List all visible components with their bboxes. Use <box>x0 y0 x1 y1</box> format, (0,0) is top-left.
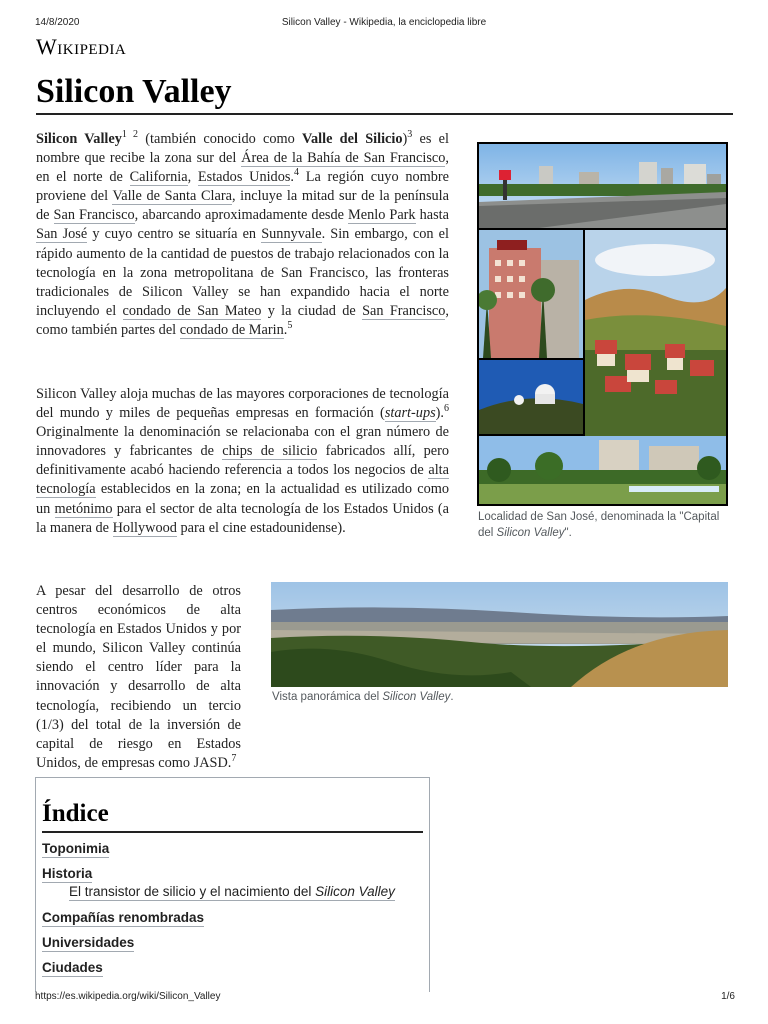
text: es el nombre que recibe la zona sur del <box>36 131 449 167</box>
text: ). <box>435 405 444 422</box>
text: , abarcando aproximadamente desde <box>134 207 349 224</box>
second-paragraph <box>36 385 449 538</box>
link-metonimo[interactable]: metónimo <box>54 500 113 517</box>
text: , en el norte de <box>36 150 449 186</box>
link-san-francisco[interactable]: San Francisco <box>362 302 446 319</box>
link-hollywood[interactable]: Hollywood <box>112 519 177 536</box>
text: y cuyo centro se situaría en <box>87 226 262 243</box>
text: para el cine estadounidense). <box>176 519 346 536</box>
ref-6[interactable]: 6 <box>444 403 449 415</box>
print-page-title: Silicon Valley - Wikipedia, la enciclopedia libre <box>281 17 487 28</box>
text: . <box>283 321 288 338</box>
ref-4[interactable]: 4 <box>294 167 299 179</box>
caption-text: Vista panorámica del <box>272 691 383 703</box>
page-title: Silicon Valley <box>36 73 232 110</box>
link-alta-tecnologia[interactable]: alta tecnología <box>36 462 449 498</box>
link-san-jose[interactable]: San José <box>36 226 88 243</box>
text: Silicon Valley aloja muchas de las mayores corporaciones de tecnología del mundo y miles de pequeñas empresas en formación ( <box>36 386 449 422</box>
plaza-tile <box>479 436 726 504</box>
text: para el sector de alta tecnología de los Estados Unidos (a la manera de <box>36 500 449 536</box>
print-url: https://es.wikipedia.org/wiki/Silicon_Valley <box>35 991 221 1002</box>
toc-item-ciudades[interactable]: Ciudades <box>42 960 103 975</box>
toc-sub-text: El transistor de silicio y el nacimiento del <box>69 884 316 899</box>
caption-text: Localidad de San José, denominada la "Capital del <box>478 511 720 539</box>
term-valle-del-silicio: Valle del Silicio <box>302 131 403 147</box>
text: . Sin embargo, con el rápido aumento de la cantidad de puestos de trabajo relacionados con la tecnología en la zona metropolitana de San Francisco, las fronteras tradicionales de Silicon Valley se han expandido hacia el norte incluyendo el <box>36 226 449 319</box>
text: . <box>290 169 294 186</box>
toc-subitem-transistor[interactable] <box>69 884 395 901</box>
caption-italic: Silicon Valley <box>382 691 451 703</box>
text: ) <box>402 131 408 147</box>
link-chips-silicio[interactable]: chips de silicio <box>222 443 318 460</box>
text: y la ciudad de <box>261 302 363 319</box>
ref-1-2[interactable]: 1 2 <box>121 129 139 141</box>
text: (también conocido como <box>138 131 302 147</box>
toc-sub-italic: Silicon Valley <box>315 884 395 899</box>
title-divider <box>36 113 733 115</box>
caption-italic: Silicon Valley <box>496 527 565 539</box>
link-menlo-park[interactable]: Menlo Park <box>348 207 416 224</box>
link-condado-san-mateo[interactable]: condado de San Mateo <box>122 302 262 319</box>
panorama-caption <box>272 689 728 705</box>
text: , incluye la mitad sur de la península de <box>36 188 449 224</box>
ref-7[interactable]: 7 <box>231 753 237 765</box>
text: hasta <box>415 207 450 224</box>
text: A pesar del desarrollo de otros centros económicos de alta tecnología en Estados Unidos y por el mundo, Silicon Valley continúa siendo el centro líder para la innovación y desarrollo de alta tecnología, recibiendo un tercio (1/3) del total de la inversión de capital de riesgo en Estados Unidos, de empresas como JASD. <box>36 583 241 771</box>
skyline-tile <box>479 144 726 228</box>
italic-text: start-ups <box>384 405 436 422</box>
wikipedia-wordmark[interactable]: Wikipedia <box>36 34 127 59</box>
toc-item-toponimia[interactable]: Toponimia <box>42 841 110 856</box>
print-date: 14/8/2020 <box>35 17 80 28</box>
text: , <box>187 169 198 186</box>
hills-neighborhood-tile <box>585 230 726 438</box>
toc-title: Índice <box>42 800 109 827</box>
san-jose-mosaic-image[interactable] <box>477 142 728 506</box>
toc-item-universidades[interactable]: Universidades <box>42 935 135 950</box>
link-condado-marin[interactable]: condado de Marin <box>179 321 284 338</box>
observatory-tile <box>479 360 583 434</box>
print-header <box>0 17 768 31</box>
link-estados-unidos[interactable]: Estados Unidos <box>197 169 291 186</box>
mosaic-caption <box>478 509 730 541</box>
toc-divider <box>42 831 423 833</box>
panorama-image[interactable] <box>271 582 728 687</box>
ref-3[interactable]: 3 <box>407 129 413 141</box>
caption-text: . <box>450 691 454 703</box>
term-silicon-valley: Silicon Valley <box>36 131 122 147</box>
ref-5[interactable]: 5 <box>287 320 293 332</box>
text: , como también partes del <box>36 302 449 338</box>
toc-item-companias[interactable]: Compañías renombradas <box>42 910 205 925</box>
text: La región cuyo nombre proviene del <box>36 169 449 205</box>
page-number: 1/6 <box>721 991 735 1002</box>
print-footer <box>0 991 768 1005</box>
link-start-ups[interactable] <box>385 405 436 422</box>
text: establecidos en la zona; en la actualidad es utilizado como un <box>36 481 449 517</box>
toc-item-historia[interactable]: Historia <box>42 866 93 881</box>
link-california[interactable]: California <box>129 169 188 186</box>
link-valle-santa-clara[interactable]: Valle de Santa Clara <box>112 188 232 205</box>
intro-paragraph <box>36 130 449 340</box>
link-area-bahia[interactable]: Área de la Bahía de San Francisco <box>241 150 446 167</box>
link-sunnyvale[interactable]: Sunnyvale <box>261 226 322 243</box>
link-san-francisco-peninsula[interactable]: San Francisco <box>53 207 135 224</box>
table-of-contents <box>35 777 430 992</box>
caption-text: ". <box>564 527 572 539</box>
text: fabricados allí, pero definitivamente acabó haciendo referencia a todos los negocios de <box>36 443 449 479</box>
text: Originalmente la denominación se relacionaba con el gran número de innovadores y fabricantes de <box>36 424 449 460</box>
hotel-tile <box>479 230 583 358</box>
